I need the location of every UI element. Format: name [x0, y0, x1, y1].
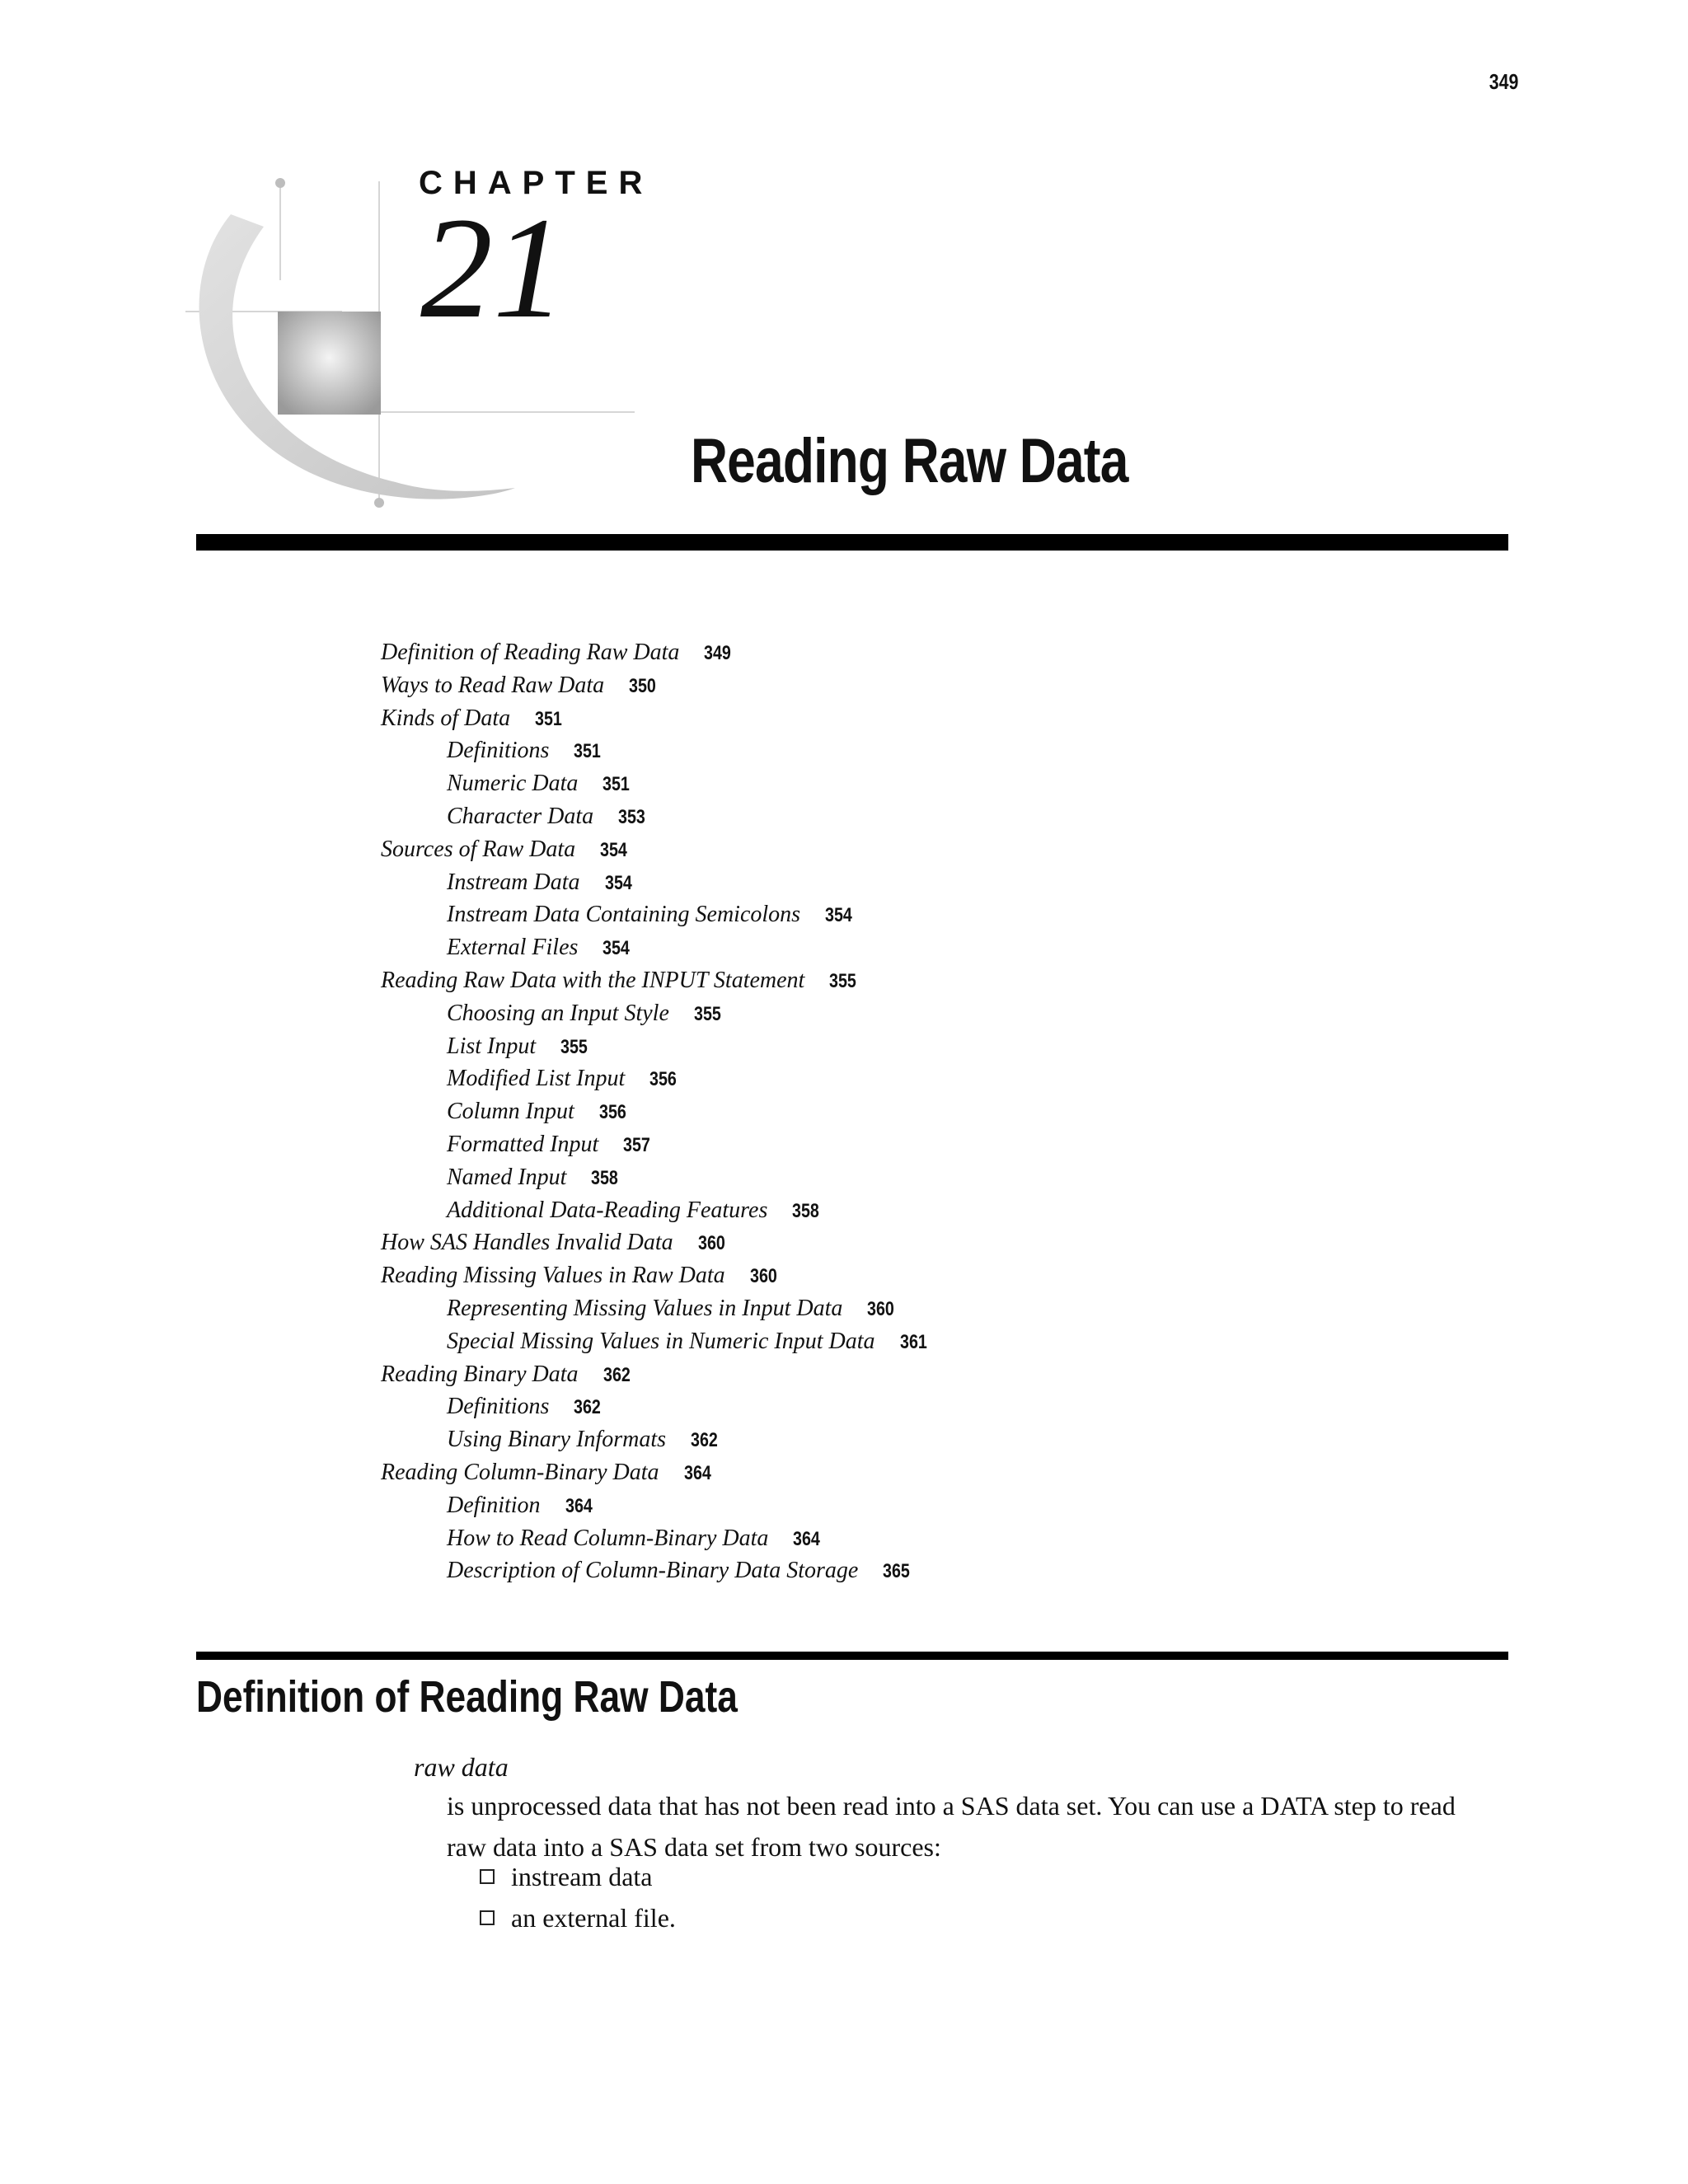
toc-entry-page: 361	[899, 1330, 927, 1353]
toc-entry-title: Definition	[447, 1492, 541, 1518]
toc-entry[interactable]	[381, 1554, 933, 1587]
toc-entry-page: 354	[825, 904, 852, 927]
toc-entry-title: Definitions	[447, 1394, 550, 1420]
toc-entry[interactable]	[381, 702, 933, 735]
toc-entry[interactable]	[381, 1128, 933, 1161]
toc-entry-page: 353	[618, 805, 645, 828]
toc-entry[interactable]	[381, 1030, 933, 1063]
toc-entry-page: 362	[603, 1363, 631, 1386]
toc-entry-page: 360	[749, 1265, 777, 1288]
toc-entry-title: Description of Column-Binary Data Storage	[447, 1558, 859, 1584]
toc-entry[interactable]	[381, 1194, 933, 1227]
toc-entry[interactable]	[381, 1522, 933, 1555]
chapter-number: 21	[420, 188, 565, 349]
toc-entry-page: 351	[574, 740, 602, 763]
toc-entry-page: 354	[603, 937, 631, 960]
toc-entry-title: Reading Raw Data with the INPUT Statement	[381, 967, 805, 993]
toc-entry-title: How SAS Handles Invalid Data	[381, 1230, 673, 1256]
toc-entry-title: List Input	[447, 1033, 537, 1059]
toc-entry-page: 356	[649, 1068, 678, 1091]
toc-entry-page: 358	[792, 1199, 820, 1222]
chapter-rule	[196, 534, 1508, 551]
toc-entry-title: Character Data	[447, 803, 594, 829]
toc-entry[interactable]	[381, 866, 933, 899]
toc-entry-page: 351	[603, 773, 631, 796]
table-of-contents	[381, 636, 933, 1587]
square-bullet-icon	[480, 1869, 495, 1884]
toc-entry[interactable]	[381, 1095, 933, 1128]
toc-entry[interactable]	[381, 898, 933, 931]
toc-entry[interactable]	[381, 833, 933, 866]
toc-entry-page: 354	[604, 871, 632, 894]
definition-term: raw data	[414, 1752, 509, 1782]
toc-entry-page: 360	[697, 1232, 725, 1255]
toc-entry-title: Reading Missing Values in Raw Data	[381, 1263, 725, 1289]
toc-entry-title: Sources of Raw Data	[381, 836, 576, 862]
toc-entry-title: Ways to Read Raw Data	[381, 672, 605, 698]
chapter-emblem	[185, 165, 647, 536]
toc-entry-title: Definitions	[447, 738, 550, 764]
source-list	[480, 1856, 676, 1938]
toc-entry-title: Representing Missing Values in Input Data	[447, 1295, 843, 1321]
toc-entry-title: Choosing an Input Style	[447, 1000, 669, 1026]
toc-entry[interactable]	[381, 800, 933, 833]
toc-entry[interactable]	[381, 1358, 933, 1391]
definition-text: is unprocessed data that has not been read into a SAS data set. You can use a DATA step to read raw data into a SAS data set from two sources:	[447, 1791, 1456, 1862]
toc-entry[interactable]	[381, 1423, 933, 1456]
toc-entry[interactable]	[381, 636, 933, 669]
toc-entry-page: 364	[565, 1494, 593, 1517]
toc-entry[interactable]	[381, 1292, 933, 1325]
toc-entry[interactable]	[381, 1161, 933, 1194]
toc-entry[interactable]	[381, 964, 933, 997]
toc-entry-page: 349	[704, 642, 732, 664]
toc-entry[interactable]	[381, 669, 933, 702]
list-item	[480, 1856, 676, 1897]
toc-entry-title: Special Missing Values in Numeric Input Data	[447, 1328, 875, 1354]
toc-entry-title: Reading Binary Data	[381, 1361, 579, 1387]
toc-entry-title: Instream Data	[447, 869, 580, 895]
toc-entry[interactable]	[381, 1456, 933, 1489]
toc-entry-page: 351	[535, 707, 562, 730]
toc-entry-title: Column Input	[447, 1099, 574, 1125]
list-item-text: instream data	[511, 1862, 653, 1891]
toc-entry-page: 365	[883, 1560, 911, 1583]
toc-entry-page: 356	[598, 1101, 626, 1124]
toc-entry-title: Kinds of Data	[381, 705, 511, 731]
toc-entry-page: 358	[591, 1166, 619, 1189]
toc-entry-title: Reading Column-Binary Data	[381, 1459, 659, 1485]
toc-entry[interactable]	[381, 734, 933, 767]
toc-entry[interactable]	[381, 1325, 933, 1358]
toc-entry-title: Formatted Input	[447, 1131, 599, 1157]
toc-entry-page: 362	[691, 1429, 718, 1452]
toc-entry-title: Using Binary Informats	[447, 1427, 666, 1453]
toc-entry[interactable]	[381, 931, 933, 964]
toc-entry-page: 355	[829, 969, 857, 992]
section-rule	[196, 1652, 1508, 1660]
toc-entry-title: External Files	[447, 935, 579, 961]
toc-entry-title: Additional Data-Reading Features	[447, 1197, 768, 1223]
page-number: 349	[1489, 69, 1518, 94]
toc-entry-title: How to Read Column-Binary Data	[447, 1525, 769, 1551]
toc-entry-title: Definition of Reading Raw Data	[381, 640, 680, 665]
toc-entry[interactable]	[381, 1390, 933, 1423]
toc-entry-page: 355	[560, 1035, 588, 1058]
toc-entry-page: 354	[600, 838, 628, 861]
toc-entry-title: Numeric Data	[447, 771, 579, 797]
toc-entry-page: 362	[574, 1396, 602, 1419]
toc-entry-page: 355	[693, 1002, 721, 1025]
list-item-text: an external file.	[511, 1903, 676, 1933]
square-bullet-icon	[480, 1910, 495, 1925]
chapter-label: CHAPTER	[419, 165, 654, 201]
toc-entry-page: 357	[623, 1133, 651, 1156]
toc-entry[interactable]	[381, 767, 933, 800]
toc-entry[interactable]	[381, 1489, 933, 1522]
toc-entry-page: 350	[629, 674, 657, 697]
toc-entry-page: 360	[867, 1297, 895, 1320]
toc-entry-title: Modified List Input	[447, 1066, 626, 1092]
toc-entry-title: Named Input	[447, 1164, 567, 1190]
list-item	[480, 1897, 676, 1938]
toc-entry[interactable]	[381, 1259, 933, 1292]
toc-entry[interactable]	[381, 1062, 933, 1095]
section-heading: Definition of Reading Raw Data	[196, 1672, 738, 1722]
toc-entry-page: 364	[683, 1461, 711, 1484]
toc-entry[interactable]	[381, 997, 933, 1030]
toc-entry-page: 364	[793, 1527, 821, 1550]
chapter-title: Reading Raw Data	[691, 426, 1128, 496]
toc-entry[interactable]	[381, 1226, 933, 1259]
toc-entry-title: Instream Data Containing Semicolons	[447, 902, 801, 928]
